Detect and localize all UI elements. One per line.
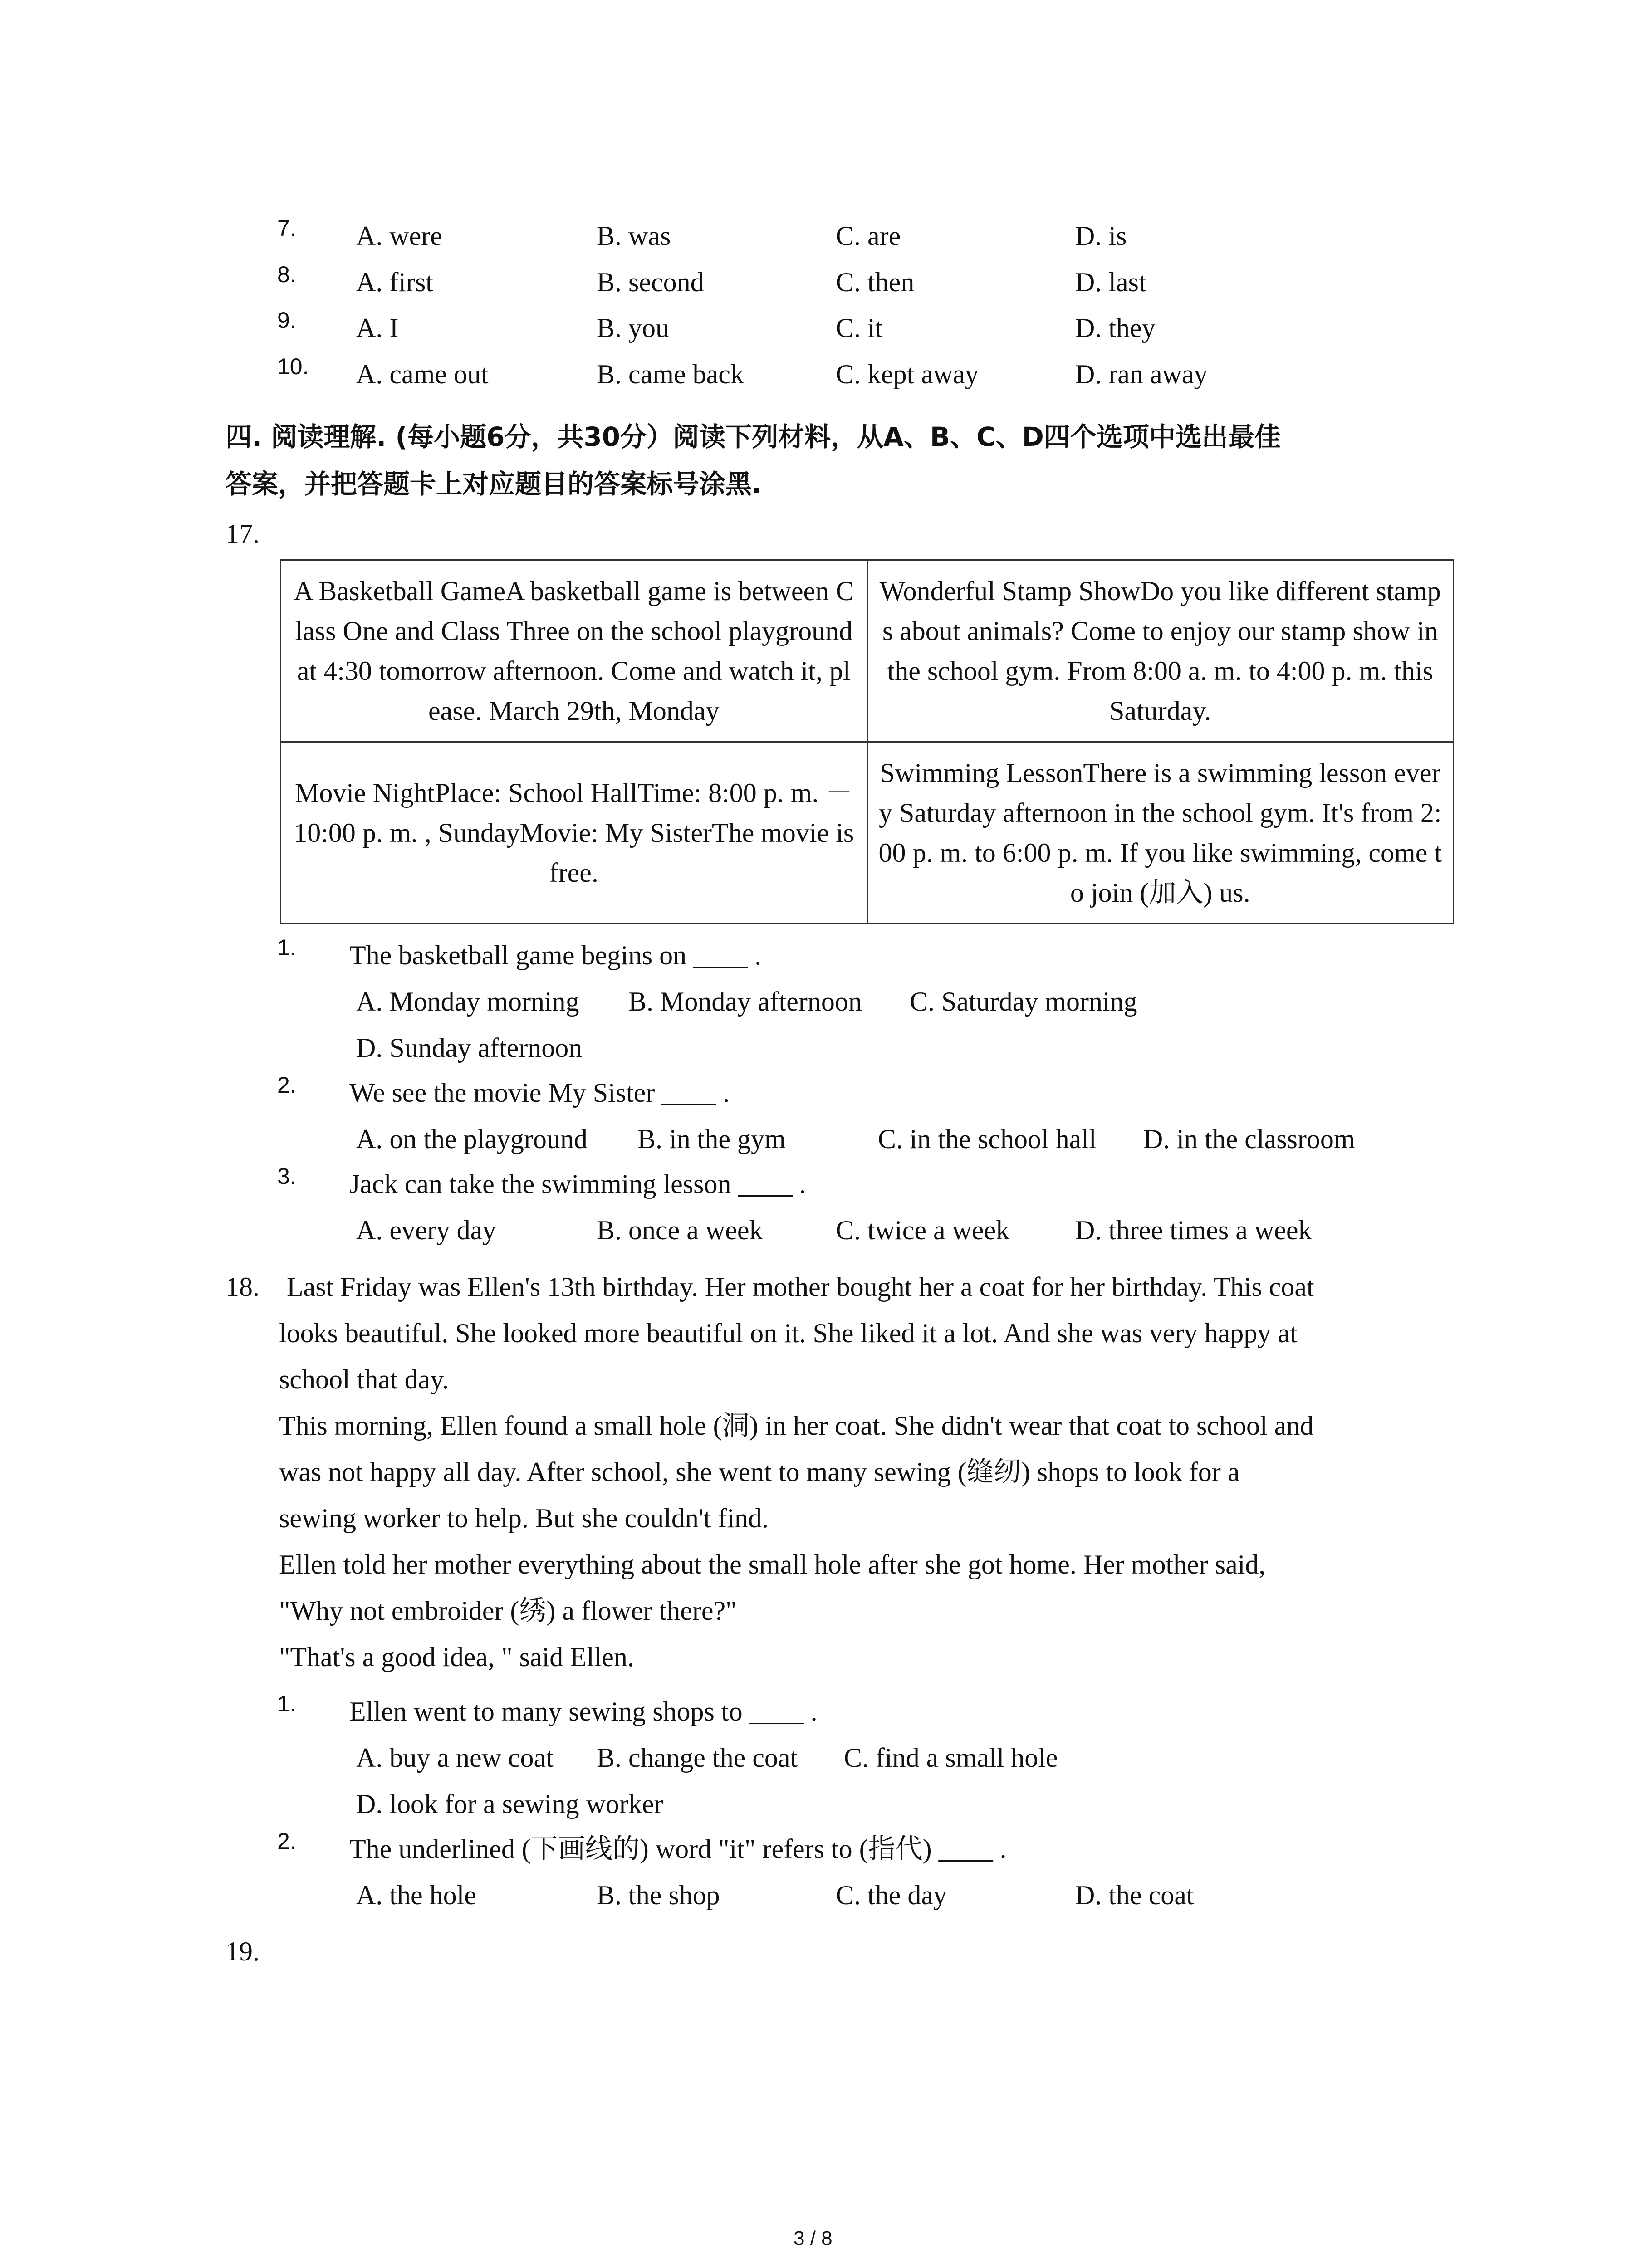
q17-2-option-a: A. on the playground: [356, 1124, 588, 1154]
cloze-7-option-d: D. is: [1075, 221, 1127, 251]
cloze-8-option-c: C. then: [836, 267, 915, 297]
passage-line: "That's a good idea, " said Ellen.: [279, 1642, 634, 1672]
q17-1-option-b: B. Monday afternoon: [628, 987, 862, 1017]
q18-1-stem: Ellen went to many sewing shops to ____ .: [349, 1696, 818, 1726]
q17-3-option-d: D. three times a week: [1075, 1215, 1312, 1245]
notice-stamp-show: Wonderful Stamp ShowDo you like different stamps about animals? Come to enjoy our stamp show in the school gym. From 8:00 a. m. to 4:00 p. m. this Saturday.: [867, 560, 1454, 742]
cloze-9-number: 9.: [277, 308, 296, 333]
q17-3-number: 3.: [277, 1163, 296, 1189]
q18-1-option-a: A. buy a new coat: [356, 1743, 554, 1773]
passage-line: was not happy all day. After school, she went to many sewing (缝纫) shops to look for a: [279, 1457, 1240, 1487]
cloze-9-option-a: A. I: [356, 313, 399, 343]
cloze-10-number: 10.: [277, 354, 309, 379]
section-heading-line-2: 答案，并把答题卡上对应题目的答案标号涂黑.: [225, 469, 762, 499]
cloze-10-option-d: D. ran away: [1075, 359, 1208, 389]
q17-3-stem: Jack can take the swimming lesson ____ .: [349, 1169, 806, 1199]
q17-2-option-c: C. in the school hall: [878, 1124, 1097, 1154]
section-heading-line-1: 四. 阅读理解. (每小题6分，共30分）阅读下列材料，从A、B、C、D四个选项中选出最佳: [225, 421, 1281, 452]
passage-line: "Why not embroider (绣) a flower there?": [279, 1596, 737, 1626]
cloze-7-option-b: B. was: [597, 221, 671, 251]
q18-2-option-a: A. the hole: [356, 1880, 476, 1910]
cloze-9-option-b: B. you: [597, 313, 670, 343]
cloze-9-option-d: D. they: [1075, 313, 1156, 343]
q17-3-option-a: A. every day: [356, 1215, 496, 1245]
passage-line: Ellen told her mother everything about the small hole after she got home. Her mother said,: [279, 1549, 1266, 1579]
page-number: 3 / 8: [794, 2227, 833, 2249]
passage-line: This morning, Ellen found a small hole (洞) in her coat. She didn't wear that coat to school and: [279, 1411, 1314, 1441]
q17-3-option-b: B. once a week: [597, 1215, 763, 1245]
q17-2-stem: We see the movie My Sister ____ .: [349, 1078, 730, 1108]
cloze-7-option-a: A. were: [356, 221, 442, 251]
q17-2-number: 2.: [277, 1072, 296, 1098]
q17-2-option-b: B. in the gym: [637, 1124, 786, 1154]
q17-1-option-a: A. Monday morning: [356, 987, 579, 1017]
notice-basketball-game: A Basketball GameA basketball game is between Class One and Class Three on the school playground at 4:30 tomorrow afternoon. Come and watch it, please. March 29th, Monday: [281, 560, 867, 742]
cloze-10-option-b: B. came back: [597, 359, 744, 389]
q17-2-option-d: D. in the classroom: [1143, 1124, 1355, 1154]
cloze-7-option-c: C. are: [836, 221, 901, 251]
q18-2-option-d: D. the coat: [1075, 1880, 1194, 1910]
q18-2-number: 2.: [277, 1828, 296, 1854]
q17-1-number: 1.: [277, 935, 296, 960]
cloze-10-option-c: C. kept away: [836, 359, 979, 389]
cloze-9-option-c: C. it: [836, 313, 883, 343]
question-18-number: 18.: [225, 1272, 260, 1302]
q18-1-option-b: B. change the coat: [597, 1743, 798, 1773]
q17-1-stem: The basketball game begins on ____ .: [349, 940, 762, 970]
q18-2-option-c: C. the day: [836, 1880, 947, 1910]
cloze-8-option-d: D. last: [1075, 267, 1146, 297]
question-19-number: 19.: [225, 1936, 260, 1966]
question-17-number: 17.: [225, 519, 260, 549]
q18-1-option-d: D. look for a sewing worker: [356, 1789, 663, 1819]
notice-movie-night: Movie NightPlace: School HallTime: 8:00 p. m. －10:00 p. m. , SundayMovie: My SisterThe movie is free.: [281, 742, 867, 924]
q18-2-stem: The underlined (下画线的) word "it" refers to (指代) ____ .: [349, 1834, 1007, 1864]
cloze-8-number: 8.: [277, 262, 296, 287]
cloze-10-option-a: A. came out: [356, 359, 489, 389]
q17-3-option-c: C. twice a week: [836, 1215, 1010, 1245]
q18-1-option-c: C. find a small hole: [844, 1743, 1058, 1773]
q18-2-option-b: B. the shop: [597, 1880, 720, 1910]
cloze-8-option-b: B. second: [597, 267, 704, 297]
q17-1-option-c: C. Saturday morning: [910, 987, 1137, 1017]
cloze-8-option-a: A. first: [356, 267, 433, 297]
cloze-7-number: 7.: [277, 215, 296, 241]
passage-line: sewing worker to help. But she couldn't find.: [279, 1503, 769, 1533]
passage-line: school that day.: [279, 1364, 449, 1394]
notice-swimming-lesson: Swimming LessonThere is a swimming lesson every Saturday afternoon in the school gym. It's from 2:00 p. m. to 6:00 p. m. If you like swimming, come to join (加入) us.: [867, 742, 1454, 924]
q17-1-option-d: D. Sunday afternoon: [356, 1033, 583, 1063]
q18-1-number: 1.: [277, 1691, 296, 1716]
passage-line: Last Friday was Ellen's 13th birthday. Her mother bought her a coat for her birthday. This coat: [287, 1272, 1314, 1302]
passage-line: looks beautiful. She looked more beautiful on it. She liked it a lot. And she was very happy at: [279, 1318, 1298, 1348]
notice-table: [280, 559, 1454, 924]
